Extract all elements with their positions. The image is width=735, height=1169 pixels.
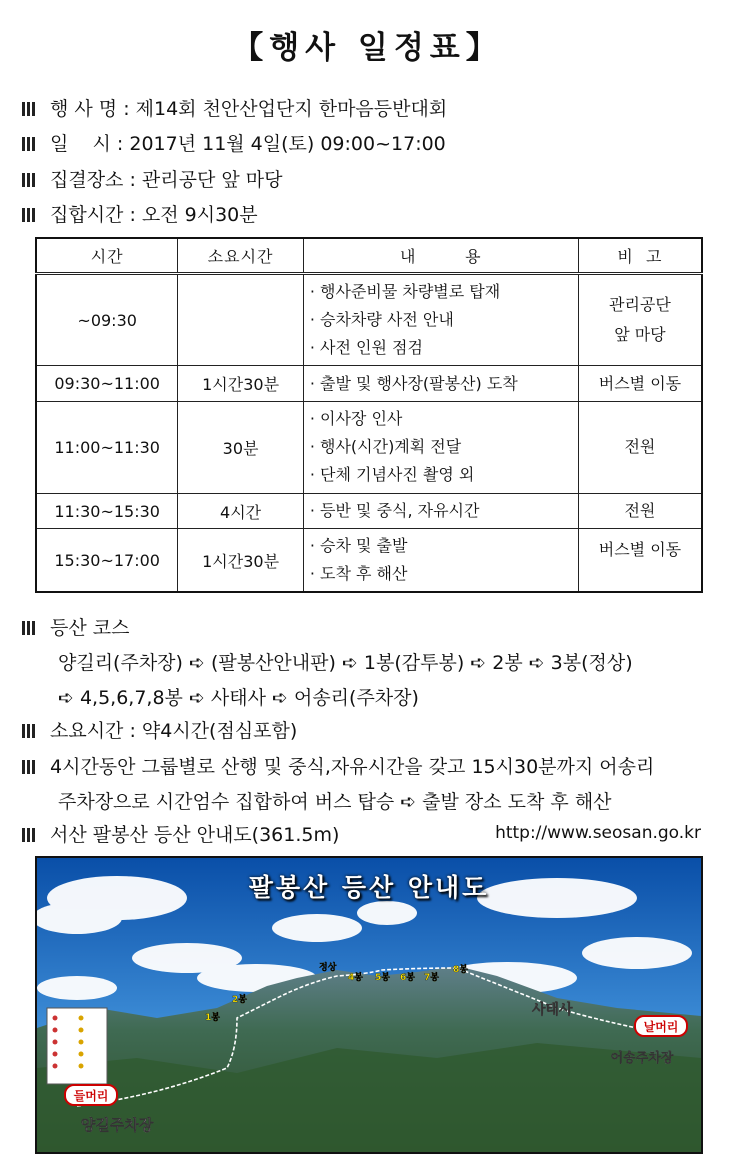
- info-value: 오전 9시30분: [141, 204, 258, 226]
- peak-label: 2봉: [232, 995, 247, 1005]
- cell-duration: 1시간30분: [178, 366, 303, 401]
- table-row: [36, 274, 702, 366]
- info-meeting-place: 집결장소 : 관리공단 앞 마당: [22, 165, 282, 192]
- map-caption-row: [22, 820, 339, 847]
- note-line: 관리공단: [609, 295, 671, 315]
- bullet-icon: [22, 102, 36, 116]
- cell-content: [303, 366, 578, 401]
- header-duration: 소요시간: [178, 238, 303, 274]
- content-item: · 승차 및 출발: [310, 532, 574, 560]
- cell-duration: 1시간30분: [178, 529, 303, 592]
- duration-text: 소요시간 : 약4시간(점심포함): [50, 720, 298, 742]
- info-label: 일 시: [50, 133, 111, 155]
- course-line-2: ➪ 4,5,6,7,8봉 ➪ 사태사 ➪ 어송리(주차장): [58, 687, 419, 709]
- bullet-icon: [22, 828, 36, 842]
- peak-label: 7봉: [424, 973, 439, 983]
- course-label: 등산 코스: [50, 617, 130, 639]
- table-row: [36, 366, 702, 401]
- cell-content: [303, 494, 578, 529]
- peak-label: 1봉: [205, 1013, 220, 1023]
- header-note: 비 고: [578, 238, 702, 274]
- course-line-1: 양길리(주차장) ➪ (팔봉산안내판) ➪ 1봉(감투봉) ➪ 2봉 ➪ 3봉(정상): [58, 652, 633, 674]
- peak-label: 6봉: [400, 973, 415, 983]
- notice-line-1: 4시간동안 그룹별로 산행 및 중식,자유시간을 갖고 15시30분까지 어송리: [50, 756, 655, 778]
- bullet-icon: [22, 208, 36, 222]
- info-value: 제14회 천안산업단지 한마음등반대회: [135, 98, 448, 120]
- info-value: 관리공단 앞 마당: [141, 169, 283, 191]
- peak-label: 5봉: [375, 973, 390, 983]
- info-value: 2017년 11월 4일(토) 09:00~17:00: [129, 133, 446, 155]
- cell-time: 15:30~17:00: [36, 529, 178, 592]
- bullet-icon: [22, 760, 36, 774]
- content-item: · 단체 기념사진 촬영 외: [310, 461, 574, 489]
- cell-content: [303, 274, 578, 366]
- bullet-icon: [22, 137, 36, 151]
- peak-label: 4봉: [348, 973, 363, 983]
- cell-content: [303, 401, 578, 493]
- cell-note: [578, 274, 702, 366]
- content-item: · 등반 및 중식, 자유시간: [310, 497, 574, 525]
- table-row: [36, 494, 702, 529]
- cell-note: 버스별 이동: [578, 529, 702, 592]
- peak-label: 정상: [319, 963, 337, 973]
- cell-time: 11:00~11:30: [36, 401, 178, 493]
- start-badge: 들머리: [73, 1089, 109, 1103]
- notice-line-2: 주차장으로 시간엄수 집합하여 버스 탑승 ➪ 출발 장소 도착 후 해산: [58, 791, 612, 813]
- cell-duration: 30분: [178, 401, 303, 493]
- content-item: · 승차차량 사전 안내: [310, 306, 574, 334]
- header-time: 시간: [36, 238, 178, 274]
- map-legend: [47, 1008, 107, 1084]
- bullet-icon: [22, 173, 36, 187]
- cell-time: 11:30~15:30: [36, 494, 178, 529]
- table-header-row: [36, 238, 702, 274]
- peak-label: 8봉: [453, 965, 468, 975]
- end-badge: 날머리: [643, 1020, 679, 1034]
- content-item: · 행사(시간)계획 전달: [310, 433, 574, 461]
- cell-note: 전원: [578, 401, 702, 493]
- content-item: · 도착 후 해산: [310, 560, 574, 588]
- table-row: [36, 529, 702, 592]
- start-label: 양길주차장: [80, 1116, 154, 1134]
- content-item: · 사전 인원 점검: [310, 334, 574, 362]
- cell-duration: 4시간: [178, 494, 303, 529]
- info-meeting-time: 집합시간 : 오전 9시30분: [22, 200, 258, 227]
- duration-info: [22, 716, 297, 743]
- content-item: · 행사준비물 차량별로 탑재: [310, 278, 574, 306]
- website-link[interactable]: http://www.seosan.go.kr: [495, 823, 701, 843]
- cell-note: 버스별 이동: [578, 366, 702, 401]
- cell-note: 전원: [578, 494, 702, 529]
- temple-label: 사태사: [532, 1002, 573, 1018]
- info-datetime: 일 시 : 2017년 11월 4일(토) 09:00~17:00: [22, 129, 446, 156]
- bullet-icon: [22, 621, 36, 635]
- schedule-table: [35, 237, 703, 593]
- cell-time: ~09:30: [36, 274, 178, 366]
- page-title: 【행사 일정표】: [232, 30, 503, 66]
- map-title: 팔봉산 등산 안내도: [248, 873, 490, 902]
- info-event-name: 행 사 명 : 제14회 천안산업단지 한마음등반대회: [22, 94, 447, 121]
- notice-info: [22, 752, 654, 779]
- cell-time: 09:30~11:00: [36, 366, 178, 401]
- bullet-icon: [22, 724, 36, 738]
- info-label: 행 사 명: [50, 98, 118, 120]
- info-label: 집결장소: [50, 169, 124, 191]
- content-item: · 출발 및 행사장(팔봉산) 도착: [310, 370, 574, 398]
- header-content: 내 용: [303, 238, 578, 274]
- table-row: [36, 401, 702, 493]
- course-heading: [22, 613, 129, 640]
- note-line: 앞 마당: [614, 325, 666, 345]
- cell-content: [303, 529, 578, 592]
- cell-duration: [178, 274, 303, 366]
- hiking-map: [35, 856, 703, 1154]
- end-label: 어송주차장: [610, 1051, 674, 1066]
- map-caption: 서산 팔봉산 등산 안내도(361.5m): [50, 824, 340, 846]
- info-label: 집합시간: [50, 204, 124, 226]
- content-item: · 이사장 인사: [310, 405, 574, 433]
